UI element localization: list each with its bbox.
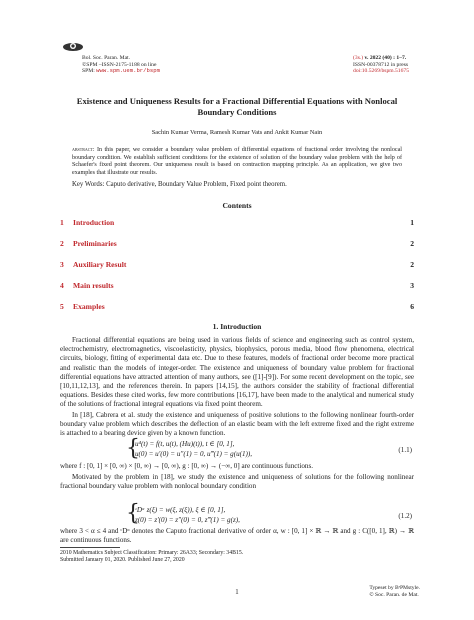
toc-item[interactable]	[60, 239, 414, 260]
series-label: (3s.)	[353, 55, 365, 61]
brace-icon: {	[126, 501, 140, 526]
typeset-line: Typeset by BˢPMstyle.	[369, 585, 420, 591]
equation-1-2	[135, 506, 240, 525]
toc-page: 6	[410, 302, 414, 311]
volume-line	[353, 55, 409, 62]
copyright-line: © Soc. Paran. de Mat.	[369, 592, 419, 598]
contents-heading: Contents	[222, 201, 252, 210]
paragraph: where 3 < α ≤ 4 and ᶜDᵅ denotes the Caputo fractional derivative of order α, w : [0, 1] × ℝ → ℝ and g : C([0, 1], ℝ) → ℝ are continuous functions.	[60, 527, 414, 545]
abstract-text: In this paper, we consider a boundary value problem of differential equations of fractional order involving the nonlocal boundary condition. We establish sufficient conditions for the existence of solution of the boundary value problem with the help of Schaefer's fixed point theorem. Our uniqueness result is based on contraction mapping principle. As an application, we give two examples that illustrate our results.	[72, 147, 402, 176]
toc-page: 2	[410, 239, 414, 248]
table-of-contents	[60, 218, 414, 323]
brace-icon: {	[126, 436, 140, 461]
journal-logo-icon	[62, 40, 84, 54]
msc-classification: 2010 Mathematics Subject Classification: Primary: 26A33; Secondary: 34B15.	[60, 550, 244, 556]
toc-page: 2	[410, 260, 414, 269]
equation-line: z(0) = z′(0) = z″(0) = 0, z‴(1) = g(z),	[135, 515, 240, 524]
section-heading: 1. Introduction	[212, 322, 262, 331]
paper-authors: Sachin Kumar Verma, Ramesh Kumar Vats and Ankit Kumar Nain	[151, 129, 323, 136]
toc-label: Auxiliary Result	[73, 260, 127, 269]
paper-title: Existence and Uniqueness Results for a Fractional Differential Equations with Nonlocal Boundary Conditions	[76, 96, 398, 117]
toc-num: 2	[60, 239, 64, 248]
typeset-notice	[369, 585, 420, 599]
toc-label: Introduction	[73, 218, 115, 227]
equation-line: ᶜDᵅ z(ξ) = w(ξ, z(ξ)), ξ ∈ [0, 1],	[135, 506, 226, 514]
toc-num: 4	[60, 281, 64, 290]
toc-item[interactable]	[60, 260, 414, 281]
journal-url-link[interactable]: www.spm.uem.br/bspm	[96, 67, 160, 75]
abstract-label: abstract:	[72, 147, 95, 153]
keywords-label: Key Words:	[72, 181, 105, 188]
toc-num: 5	[60, 302, 64, 311]
journal-name: Bol. Soc. Paran. Mat.	[82, 55, 131, 61]
toc-num: 3	[60, 260, 64, 269]
paragraph: where f : [0, 1] × [0, ∞) × [0, ∞) → [0, ∞), g : [0, ∞) → (−∞, 0] are continuous functions.	[60, 462, 313, 470]
equation-number: (1.2)	[398, 512, 412, 520]
toc-page: 3	[410, 281, 414, 290]
footnote-rule	[60, 547, 120, 548]
journal-issn: ©SPM –ISSN-2175-1188 on line	[82, 61, 157, 68]
abstract	[72, 147, 402, 177]
volume-text: v. 2022 (40) : 1–7.	[364, 55, 407, 61]
paragraph: In [18], Cabrera et al. study the existence and uniqueness of positive solutions to the following nonlinear fourth-order boundary value problem which describes the deflection of an elastic beam with the left extreme fixed and the right extreme is attached to a bearing device given by a known function.	[60, 411, 414, 438]
submission-dates: Submitted January 01, 2020. Published June 27, 2020	[60, 557, 185, 563]
toc-label: Main results	[73, 281, 114, 290]
issn-line: ISSN-00378712 in press	[353, 61, 409, 68]
doi-link[interactable]: doi:10.5269/bspm.51675	[353, 68, 409, 75]
journal-header	[82, 55, 160, 75]
equation-1-1	[135, 440, 252, 459]
paragraph: Motivated by the problem in [18], we study the existence and uniqueness of solutions for the following nonlinear fractional boundary value problem with nonlocal boundary condition	[60, 473, 414, 491]
article-meta	[353, 55, 409, 75]
journal-url-line	[82, 68, 160, 75]
equation-line: u⁴(t) = f(t, u(t), (Hu)(t)), t ∈ [0, 1],	[135, 440, 235, 448]
toc-num: 1	[60, 218, 64, 227]
toc-item[interactable]	[60, 302, 414, 323]
toc-item[interactable]	[60, 218, 414, 239]
paragraph: Fractional differential equations are being used in various fields of science and engineering such as control system, electrochemistry, electromagnetics, viscoelasticity, physics, biophysics, porous media, blood flow phenomena, electrical circuits, biology, fitting of experimental data etc. Due to these features, models of fractional order become more practical and realistic than the models of integer-order. The existence and uniqueness of boundary value problem for fractional differential equations have attracted attention of many authors, see ([1]-[9]). For some recent development on the topic, see [10,11,12,13], and the references therein. In papers [14,15], the authors consider the stability of fractional differential equations. Besides these cited works, few more contributions [16,17], have been made to the analytical and numerical study of the solutions of fractional integral equations via fixed point theorem.	[60, 336, 414, 409]
keywords-text: Caputo derivative, Boundary Value Problem, Fixed point theorem.	[106, 181, 287, 188]
toc-label: Preliminaries	[73, 239, 117, 248]
equation-line: u(0) = u′(0) = u″(1) = 0, u‴(1) = g(u(1)),	[135, 449, 253, 458]
equation-number: (1.1)	[398, 446, 412, 454]
toc-page: 1	[410, 218, 414, 227]
keywords	[72, 181, 402, 188]
footnote	[60, 550, 243, 564]
journal-url-prefix: SPM:	[82, 68, 97, 75]
page-number: 1	[235, 589, 239, 596]
toc-label: Examples	[73, 302, 105, 311]
toc-item[interactable]	[60, 281, 414, 302]
